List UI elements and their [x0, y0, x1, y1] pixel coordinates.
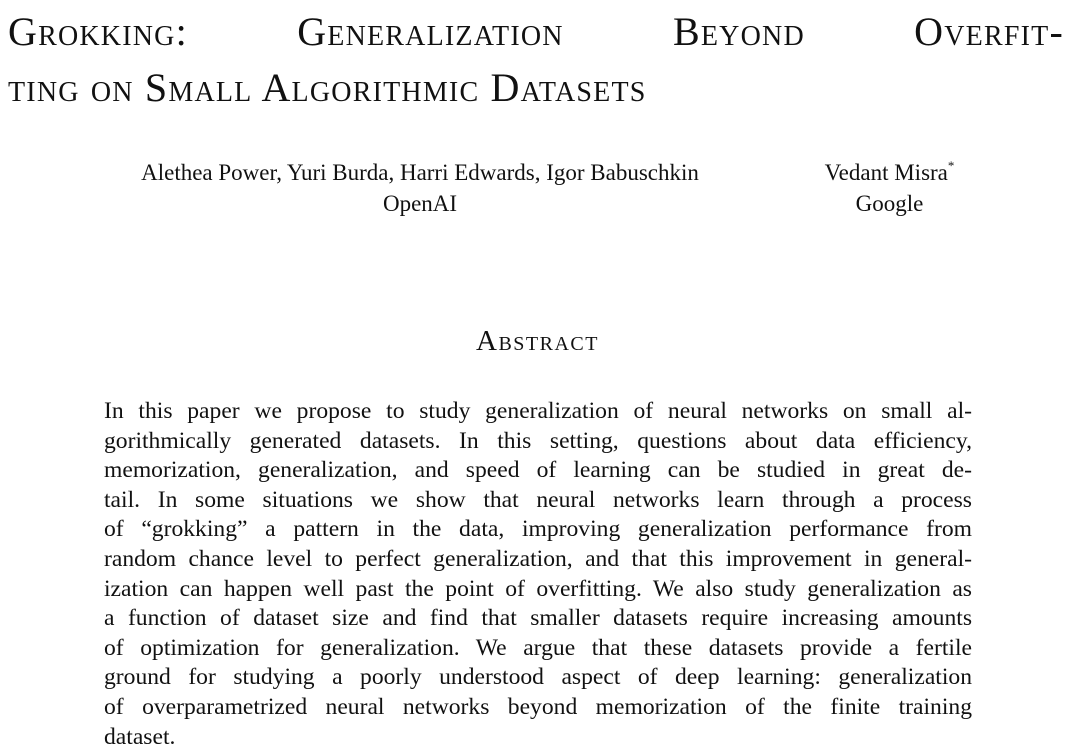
author-block-google [812, 157, 967, 219]
abstract-line: ization can happen well past the point of overfitting. We also study generalization as [104, 575, 972, 602]
abstract-line: gorithmically generated datasets. In this setting, questions about data efficiency, [104, 427, 972, 454]
abstract-line: memorization, generalization, and speed of learning can be studied in great de- [104, 457, 972, 484]
author-names: Alethea Power, Yuri Burda, Harri Edwards, Igor Babuschkin [141, 160, 699, 185]
author-names: Vedant Misra [824, 160, 948, 185]
title-word: Beyond [673, 9, 805, 54]
abstract-line: of overparametrized neural networks beyond memorization of the finite training [104, 693, 972, 720]
abstract-line: dataset. [104, 723, 176, 750]
author-affiliation: OpenAI [382, 191, 458, 216]
abstract-heading: Abstract [476, 325, 599, 357]
title-word: Grokking: [8, 9, 188, 54]
abstract-line: ground for studying a poorly understood aspect of deep learning: generalization [104, 664, 972, 691]
author-name-line [812, 157, 967, 188]
paper-title-line-1 [8, 4, 1064, 60]
abstract-body [104, 397, 972, 752]
abstract-line: of optimization for generalization. We argue that these datasets provide a fertile [104, 634, 972, 661]
author-affiliation: Google [855, 191, 924, 216]
title-word: Overfit- [914, 9, 1064, 54]
abstract-line: of “grokking” a pattern in the data, improving generalization performance from [104, 516, 972, 543]
paper-title-line-2: ting on Small Algorithmic Datasets [8, 65, 647, 110]
abstract-line: a function of dataset size and find that smaller datasets require increasing amounts [104, 605, 972, 632]
author-block-openai [95, 157, 745, 219]
title-word: Generalization [297, 9, 564, 54]
abstract-line: tail. In some situations we show that neural networks learn through a process [104, 486, 972, 513]
footnote-mark: * [947, 158, 955, 173]
abstract-line: random chance level to perfect generalization, and that this improvement in general- [104, 545, 972, 572]
paper-title [8, 4, 1064, 116]
abstract-line: In this paper we propose to study generalization of neural networks on small al- [104, 398, 972, 424]
